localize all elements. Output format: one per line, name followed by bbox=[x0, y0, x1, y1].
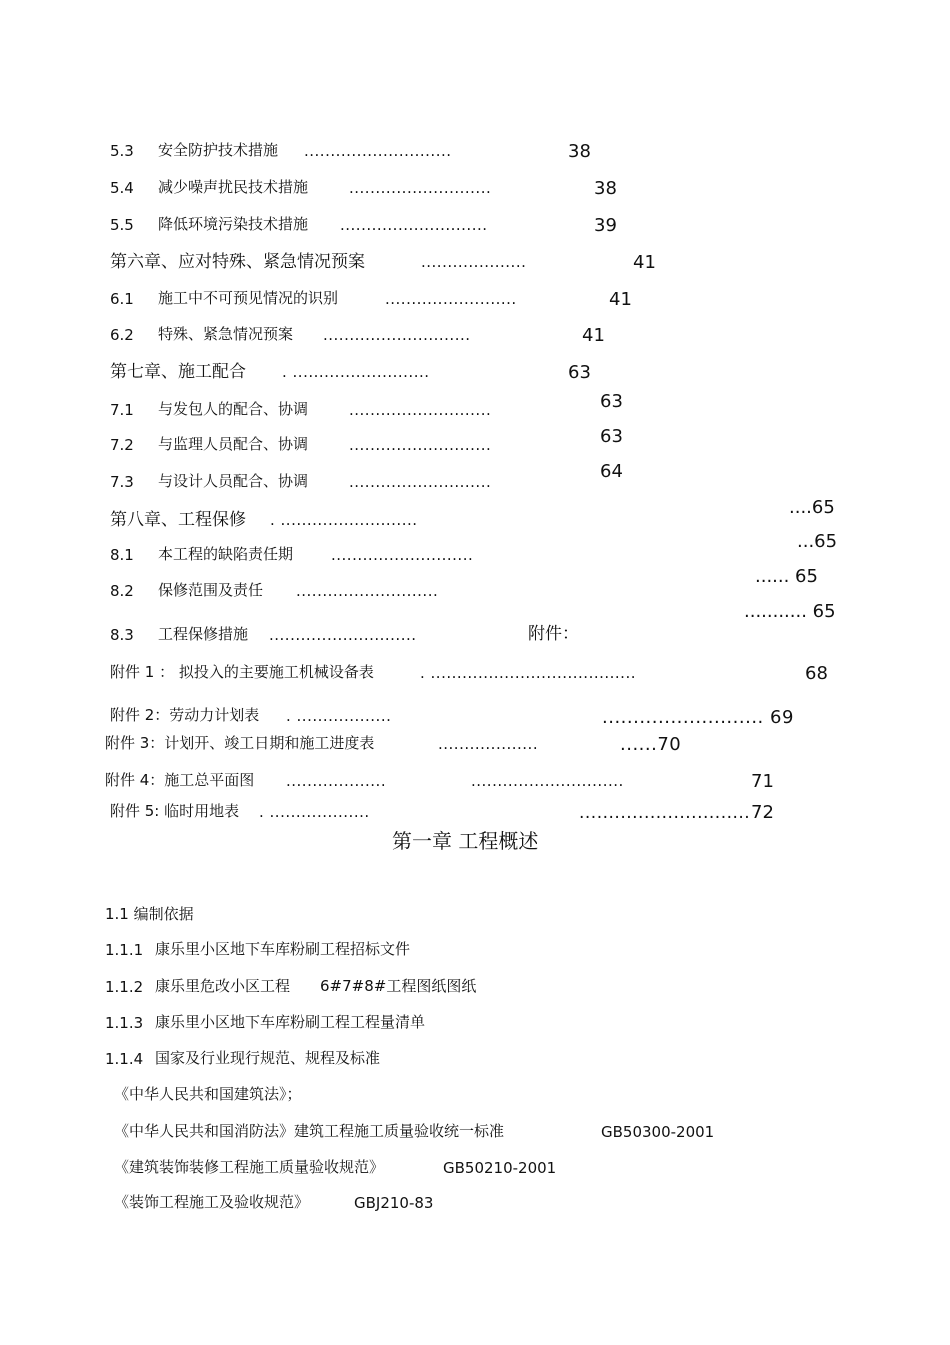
subsection-text: 康乐里小区地下车库粉刷工程工程量清单 bbox=[155, 1013, 426, 1031]
appendix-label: 附件 4：施工总平面图 bbox=[105, 771, 255, 789]
appendix-label: 附件 1 ： 拟投入的主要施工机械设备表 bbox=[110, 663, 374, 681]
chapter-title: 第一章 工程概述 bbox=[392, 829, 539, 853]
toc-leader-dots: . .......................... bbox=[270, 511, 418, 529]
subsection-number: 1.1.1 bbox=[105, 941, 144, 959]
toc-page-number: ........... 65 bbox=[744, 601, 836, 622]
toc-number: 8.3 bbox=[110, 626, 134, 644]
toc-leader-dots: ............................. bbox=[579, 803, 751, 823]
toc-chapter-title: 第七章、施工配合 bbox=[110, 362, 246, 382]
section-heading: 1.1 编制依据 bbox=[105, 905, 194, 923]
toc-page-number: ...... 65 bbox=[755, 566, 818, 587]
toc-title: 安全防护技术措施 bbox=[158, 141, 279, 159]
toc-leader-dots: .................... bbox=[421, 253, 527, 271]
toc-page-number: 63 bbox=[600, 426, 623, 447]
toc-leader-dots: . ................... bbox=[259, 803, 370, 821]
subsection-number: 1.1.4 bbox=[105, 1050, 144, 1068]
toc-leader-dots: ........................... bbox=[349, 473, 492, 491]
toc-chapter-title: 第八章、工程保修 bbox=[110, 510, 246, 530]
toc-number: 6.1 bbox=[110, 290, 134, 308]
toc-title: 保修范围及责任 bbox=[158, 581, 264, 599]
subsection-number: 1.1.3 bbox=[105, 1014, 144, 1032]
toc-leader-dots: ......................... bbox=[385, 290, 517, 308]
toc-page-number: ...65 bbox=[797, 531, 838, 552]
subsection-number: 1.1.2 bbox=[105, 978, 144, 996]
toc-number: 5.5 bbox=[110, 216, 134, 234]
toc-page-number: 39 bbox=[594, 215, 617, 236]
subsection-text: 康乐里危改小区工程 bbox=[155, 977, 291, 995]
reference-item: 《装饰工程施工及验收规范》 bbox=[114, 1193, 310, 1211]
standard-code: GB50210-2001 bbox=[443, 1159, 557, 1177]
toc-title: 减少噪声扰民技术措施 bbox=[158, 178, 309, 196]
toc-number: 6.2 bbox=[110, 326, 134, 344]
toc-leader-dots: . .......................... bbox=[282, 363, 430, 381]
toc-number: 7.1 bbox=[110, 401, 134, 419]
toc-title: 降低环境污染技术措施 bbox=[158, 215, 309, 233]
reference-item: 《中华人民共和国建筑法》； bbox=[114, 1085, 302, 1103]
toc-page-number: 68 bbox=[805, 663, 828, 684]
toc-title: 与监理人员配合、协调 bbox=[158, 435, 309, 453]
toc-leader-dots: ........................... bbox=[349, 401, 492, 419]
toc-page-number: 71 bbox=[751, 771, 774, 792]
toc-page-number: ......70 bbox=[620, 734, 682, 755]
toc-leader-dots: ................... bbox=[438, 735, 539, 753]
toc-chapter-title: 第六章、应对特殊、紧急情况预案 bbox=[110, 252, 365, 272]
toc-page-number: 64 bbox=[600, 461, 623, 482]
reference-item: 《中华人民共和国消防法》建筑工程施工质量验收统一标准 bbox=[114, 1122, 505, 1140]
toc-page-number: 63 bbox=[568, 362, 591, 383]
toc-page-number: 41 bbox=[609, 289, 632, 310]
toc-leader-dots: ........................... bbox=[331, 546, 474, 564]
toc-leader-dots: . ....................................... bbox=[420, 664, 636, 682]
toc-page-number: 63 bbox=[600, 391, 623, 412]
toc-leader-dots: ............................ bbox=[340, 216, 488, 234]
standard-code: GB50300-2001 bbox=[601, 1123, 715, 1141]
toc-title: 特殊、紧急情况预案 bbox=[158, 325, 294, 343]
toc-title: 工程保修措施 bbox=[158, 625, 249, 643]
subsection-text: 康乐里小区地下车库粉刷工程招标文件 bbox=[155, 940, 411, 958]
standard-code: GBJ210-83 bbox=[354, 1194, 434, 1212]
subsection-text: 国家及行业现行规范、规程及标准 bbox=[155, 1049, 381, 1067]
toc-number: 5.3 bbox=[110, 142, 134, 160]
toc-title: 本工程的缺陷责任期 bbox=[158, 545, 294, 563]
reference-item: 《建筑装饰装修工程施工质量验收规范》 bbox=[114, 1158, 385, 1176]
toc-page-number: 38 bbox=[594, 178, 617, 199]
toc-leader-dots: ............................. bbox=[471, 772, 624, 790]
toc-leader-dots: ........................... bbox=[296, 582, 439, 600]
toc-number: 5.4 bbox=[110, 179, 134, 197]
toc-number: 8.2 bbox=[110, 582, 134, 600]
toc-page-number: 41 bbox=[633, 252, 656, 273]
toc-leader-dots: . .................. bbox=[286, 707, 392, 725]
toc-page-number: 41 bbox=[582, 325, 605, 346]
toc-leader-dots: ................... bbox=[286, 772, 387, 790]
toc-number: 7.2 bbox=[110, 436, 134, 454]
appendix-label: 附件 3：计划开、竣工日期和施工进度表 bbox=[105, 734, 375, 752]
appendix-label: 附件 5: 临时用地表 bbox=[110, 802, 240, 820]
toc-page-number: .......................... 69 bbox=[602, 707, 794, 728]
toc-leader-dots: ............................ bbox=[304, 142, 452, 160]
appendix-label: 附件 2：劳动力计划表 bbox=[110, 706, 260, 724]
appendix-heading: 附件： bbox=[528, 624, 579, 644]
toc-leader-dots: ........................... bbox=[349, 436, 492, 454]
toc-leader-dots: ........................... bbox=[349, 179, 492, 197]
toc-leader-dots: ............................ bbox=[323, 326, 471, 344]
toc-page-number: ....65 bbox=[789, 497, 835, 518]
toc-page-number: 38 bbox=[568, 141, 591, 162]
toc-title: 施工中不可预见情况的识别 bbox=[158, 289, 339, 307]
toc-title: 与设计人员配合、协调 bbox=[158, 472, 309, 490]
toc-number: 7.3 bbox=[110, 473, 134, 491]
toc-leader-dots: ............................ bbox=[269, 626, 417, 644]
subsection-text: 6#7#8#工程图纸图纸 bbox=[320, 977, 477, 995]
toc-title: 与发包人的配合、协调 bbox=[158, 400, 309, 418]
toc-number: 8.1 bbox=[110, 546, 134, 564]
toc-page-number: 72 bbox=[751, 802, 774, 823]
